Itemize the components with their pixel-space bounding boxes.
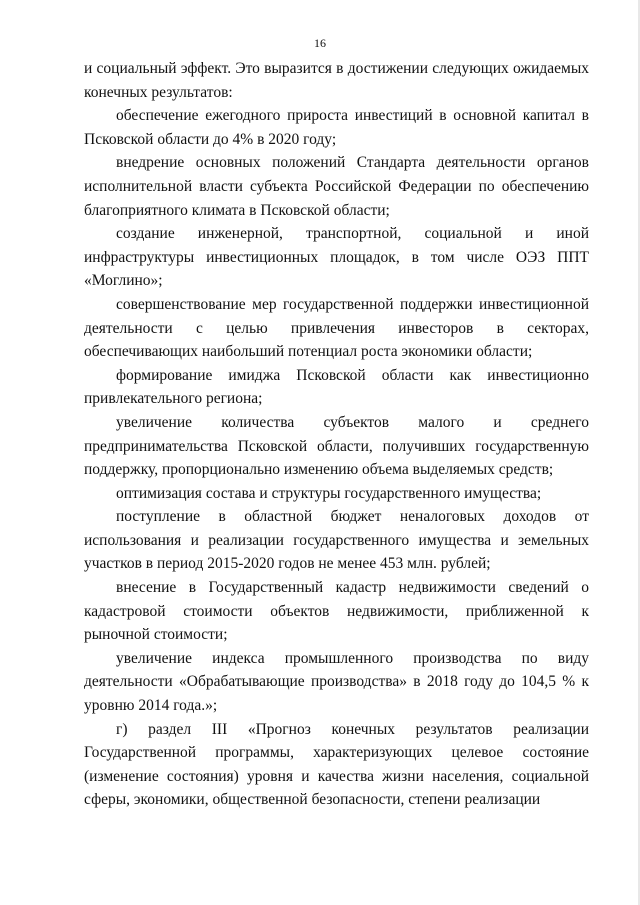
paragraph: увеличение индекса промышленного производства по виду деятельности «Обрабатывающие производства» в 2018 году до 104,5 % к уровню 2014 года.»; [84, 649, 589, 715]
paragraph: поступление в областной бюджет неналоговых доходов от использования и реализации государственного имущества и земельных участков в период 2015-2020 годов не менее 453 млн. рублей; [84, 508, 589, 573]
paragraph: обеспечение ежегодного прироста инвестиций в основной капитал в Псковской области до 4% в 2020 году; [84, 107, 589, 148]
paragraph: и социальный эффект. Это выразится в достижении следующих ожидаемых конечных результатов: [84, 60, 589, 101]
body-text [84, 57, 589, 812]
paragraph: внедрение основных положений Стандарта деятельности органов исполнительной власти субъекта Российской Федерации по обеспечению благоприятного климата в Псковской области; [84, 154, 589, 219]
paragraph: формирование имиджа Псковской области как инвестиционно привлекательного региона; [84, 366, 589, 408]
page-number: 16 [314, 36, 326, 50]
paragraph: совершенствование мер государственной поддержки инвестиционной деятельности с целью привлечения инвесторов в секторах, обеспечивающих наибольший потенциал роста экономики области; [84, 295, 589, 361]
paragraph: г) раздел III «Прогноз конечных результатов реализации Государственной программы, характеризующих целевое состояние (изменение состояния) уровня и качества жизни населения, социальной сферы, экономики, общественной безопасности, степени реализации [84, 720, 589, 809]
paragraph: оптимизация состава и структуры государственного имущества; [116, 484, 542, 502]
paragraph: увеличение количества субъектов малого и среднего предпринимательства Псковской области, получивших государственную поддержку, пропорционально изменению объема выделяемых средств; [84, 413, 589, 479]
paragraph: создание инженерной, транспортной, социальной и иной инфраструктуры инвестиционных площадок, в том числе ОЭЗ ППТ «Моглино»; [84, 225, 589, 290]
paragraph: внесение в Государственный кадастр недвижимости сведений о кадастровой стоимости объектов недвижимости, приближенной к рыночной стоимости; [84, 579, 589, 644]
